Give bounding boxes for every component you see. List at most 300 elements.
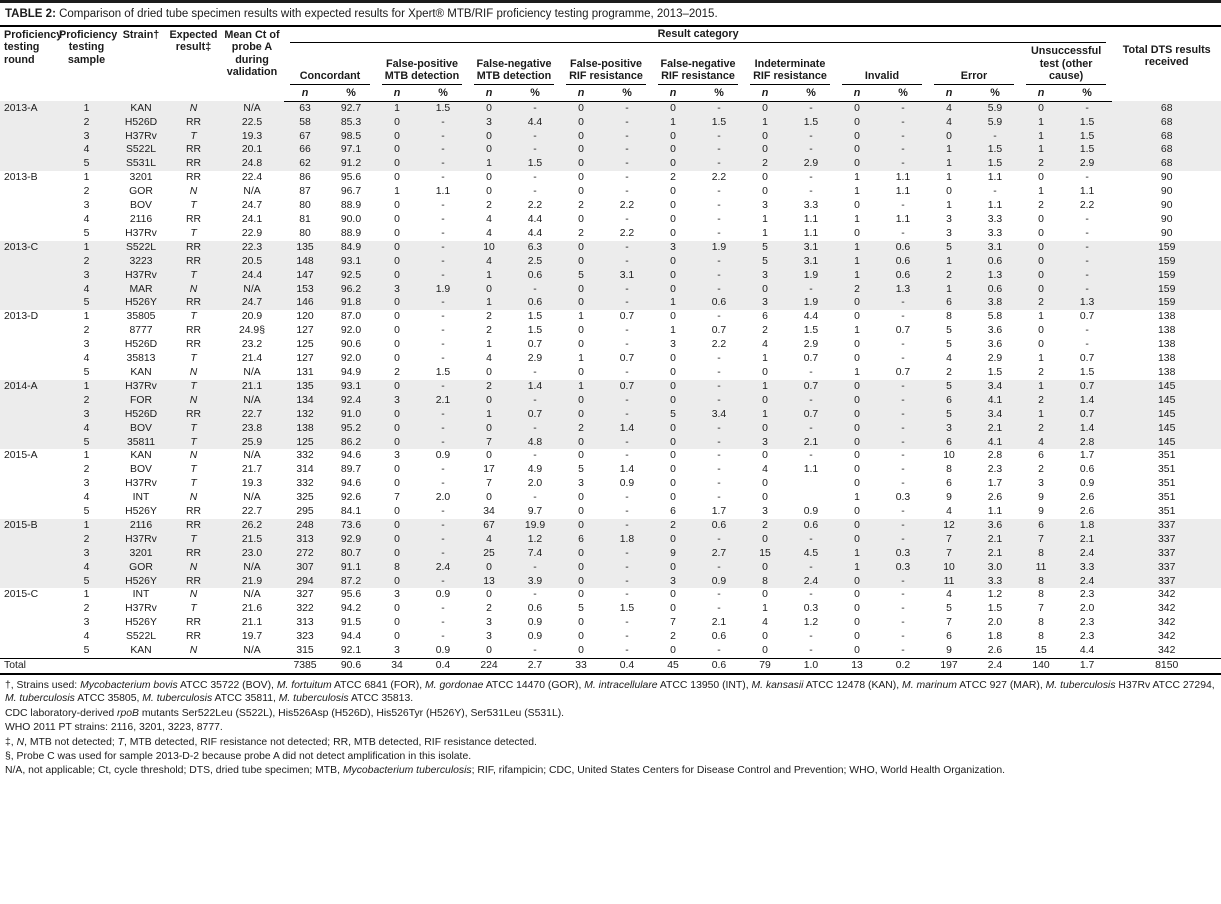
- percent-cell: 88.9: [340, 227, 362, 239]
- percent-cell: -: [878, 436, 928, 450]
- col-header-fn-rif: False-negative RIF resistance: [652, 43, 744, 84]
- percent-cell: -: [441, 506, 445, 518]
- percent-cell: 1.2: [510, 533, 560, 547]
- percent-cell: -: [602, 394, 652, 408]
- count-cell: 0: [854, 200, 860, 212]
- percent-cell: -: [878, 575, 928, 589]
- count-cell: 5: [928, 241, 970, 255]
- percent-cell: -: [809, 645, 813, 657]
- count-cell: 0: [578, 325, 584, 337]
- count-cell: 0: [560, 116, 602, 130]
- count-cell: 2: [928, 269, 970, 283]
- percent-cell: 0.6: [711, 631, 727, 643]
- results-table: [0, 27, 1221, 675]
- count-cell: 0: [670, 464, 676, 476]
- percent-cell: -: [878, 380, 928, 394]
- percent-cell: -: [418, 241, 468, 255]
- count-cell: 0: [560, 547, 602, 561]
- percent-cell: 2.3: [987, 464, 1003, 476]
- percent-cell: -: [1062, 255, 1112, 269]
- percent-cell: 3.3: [987, 214, 1003, 226]
- count-cell: 4: [946, 506, 952, 518]
- percent-cell: 1.5: [1062, 116, 1112, 130]
- percent-cell: -: [809, 589, 813, 601]
- percent-cell: -: [901, 450, 905, 462]
- count-cell: 327: [296, 589, 314, 601]
- percent-cell: 93.1: [326, 255, 376, 269]
- percent-cell: -: [625, 492, 629, 504]
- percent-cell: -: [901, 645, 905, 657]
- percent-cell: 4.1: [970, 436, 1020, 450]
- count-cell: 4: [762, 339, 768, 351]
- strain-cell: H526Y: [125, 506, 157, 518]
- count-cell: 0: [468, 130, 510, 144]
- percent-cell: 4.5: [786, 547, 836, 561]
- percent-cell: 95.2: [326, 422, 376, 436]
- count-cell: 0: [394, 603, 400, 615]
- percent-cell: 1.7: [1062, 659, 1112, 674]
- percent-cell: 9.7: [527, 506, 543, 518]
- percent-cell: 4.4: [1079, 645, 1095, 657]
- count-cell: 1: [836, 241, 878, 255]
- count-cell: 7: [670, 617, 676, 629]
- strain-cell: S522L: [125, 631, 157, 643]
- count-cell: 0: [762, 589, 768, 601]
- count-cell: 125: [284, 436, 326, 450]
- percent-cell: -: [625, 631, 629, 643]
- mean-ct-cell: N/A: [243, 492, 261, 504]
- percent-cell: 1.1: [895, 186, 911, 198]
- mean-ct-cell: 21.9: [220, 575, 284, 589]
- count-cell: 3: [394, 645, 400, 657]
- n-header: n: [836, 85, 878, 102]
- count-cell: 3: [376, 394, 418, 408]
- percent-cell: 1.4: [602, 422, 652, 436]
- sample-cell: 4: [83, 492, 90, 504]
- sample-cell: 4: [58, 561, 115, 575]
- mean-ct-cell: 23.2: [241, 339, 263, 351]
- count-cell: 0: [1038, 214, 1044, 226]
- strain-cell: GOR: [129, 186, 153, 198]
- round-cell: [0, 130, 58, 144]
- percent-cell: 0.7: [895, 366, 911, 378]
- count-cell: 8: [376, 561, 418, 575]
- percent-cell: -: [717, 214, 721, 226]
- count-cell: 0: [560, 575, 602, 589]
- percent-cell: 2.1: [970, 547, 1020, 561]
- sample-cell: 5: [58, 436, 115, 450]
- strain-cell: H37Rv: [125, 478, 157, 490]
- count-cell: 2: [560, 422, 602, 436]
- count-cell: 7: [928, 533, 970, 547]
- count-cell: 0: [560, 408, 602, 422]
- round-cell: [0, 436, 58, 450]
- percent-cell: 2.1: [711, 617, 727, 629]
- count-cell: 314: [296, 464, 314, 476]
- count-cell: 0: [394, 311, 400, 323]
- percent-cell: 0.9: [527, 617, 543, 629]
- mean-ct-cell: 24.4: [220, 269, 284, 283]
- footnotes: [0, 675, 1221, 778]
- percent-cell: 3.4: [694, 408, 744, 422]
- expected-result-cell: N: [167, 283, 220, 297]
- total-dts-cell: 90: [1160, 186, 1173, 198]
- percent-cell: 2.1: [418, 394, 468, 408]
- count-cell: 0: [468, 283, 510, 297]
- count-cell: 4: [486, 214, 492, 226]
- count-cell: 3: [486, 617, 492, 629]
- sample-cell: 1: [83, 589, 90, 601]
- count-cell: 0: [376, 533, 418, 547]
- percent-cell: 84.9: [326, 241, 376, 255]
- count-cell: 6: [762, 311, 768, 323]
- footnote: §, Probe C was used for sample 2013-D-2 because probe A did not detect amplification in this isolate.: [5, 750, 472, 762]
- round-cell: 2014-A: [0, 380, 58, 394]
- total-dts-cell: 145: [1112, 380, 1221, 394]
- expected-result-cell: N: [189, 492, 198, 504]
- count-cell: 127: [296, 353, 314, 365]
- percent-cell: 0.7: [711, 325, 727, 337]
- count-cell: 315: [296, 645, 314, 657]
- count-cell: 0: [486, 172, 492, 184]
- count-cell: 0: [394, 506, 400, 518]
- mean-ct-cell: 20.1: [220, 143, 284, 157]
- total-dts-cell: 337: [1112, 519, 1221, 533]
- percent-cell: -: [694, 101, 744, 115]
- percent-cell: -: [878, 422, 928, 436]
- count-cell: 2: [1038, 464, 1044, 476]
- sample-cell: 5: [83, 645, 90, 657]
- percent-cell: [786, 477, 836, 491]
- count-cell: 147: [284, 269, 326, 283]
- sample-cell: 2: [58, 116, 115, 130]
- percent-cell: -: [901, 353, 905, 365]
- count-cell: 0: [854, 464, 860, 476]
- percent-cell: 0.7: [786, 380, 836, 394]
- total-dts-cell: 351: [1158, 450, 1176, 462]
- count-cell: 0: [376, 547, 418, 561]
- total-dts-cell: 159: [1112, 296, 1221, 310]
- percent-cell: 3.1: [970, 241, 1020, 255]
- table-row: [0, 380, 1221, 394]
- percent-cell: -: [901, 227, 905, 239]
- count-cell: 2: [744, 157, 786, 171]
- round-cell: [0, 227, 58, 241]
- mean-ct-cell: 24.7: [220, 296, 284, 310]
- n-header: n: [744, 85, 786, 102]
- count-cell: 6: [928, 436, 970, 450]
- sample-cell: 3: [58, 547, 115, 561]
- percent-cell: 0.9: [527, 631, 543, 643]
- count-cell: 0: [560, 394, 602, 408]
- count-cell: 140: [1020, 659, 1062, 674]
- percent-cell: 92.0: [340, 353, 362, 365]
- percent-cell: -: [625, 325, 629, 337]
- strain-cell: BOV: [130, 464, 152, 476]
- count-cell: 1: [854, 172, 860, 184]
- total-dts-cell: 90: [1160, 172, 1173, 184]
- count-cell: 2: [670, 631, 676, 643]
- count-cell: 0: [854, 631, 860, 643]
- total-dts-cell: 68: [1112, 101, 1221, 115]
- percent-cell: 92.4: [326, 394, 376, 408]
- count-cell: 1: [1020, 408, 1062, 422]
- expected-result-cell: RR: [185, 617, 201, 629]
- expected-result-cell: RR: [167, 116, 220, 130]
- percent-cell: -: [878, 143, 928, 157]
- table-row: [0, 324, 1221, 338]
- count-cell: 0: [560, 130, 602, 144]
- count-cell: 0: [762, 492, 768, 504]
- count-cell: 4: [946, 353, 952, 365]
- sample-cell: 2: [58, 255, 115, 269]
- round-cell: [0, 422, 58, 436]
- expected-result-cell: RR: [167, 143, 220, 157]
- percent-cell: 92.7: [326, 101, 376, 115]
- total-dts-cell: 342: [1158, 645, 1176, 657]
- count-cell: 0: [560, 283, 602, 297]
- count-cell: 1: [762, 603, 768, 615]
- percent-cell: 94.4: [340, 631, 362, 643]
- count-cell: 6: [946, 478, 952, 490]
- total-dts-cell: 342: [1158, 589, 1176, 601]
- percent-cell: 2.5: [510, 255, 560, 269]
- count-cell: 0: [854, 339, 860, 351]
- percent-cell: -: [602, 157, 652, 171]
- count-cell: 0: [560, 143, 602, 157]
- col-header-fp-rif: False-positive RIF resistance: [560, 43, 652, 84]
- percent-cell: 0.6: [694, 659, 744, 674]
- expected-result-cell: RR: [167, 408, 220, 422]
- percent-cell: -: [1085, 339, 1089, 351]
- count-cell: 0: [670, 311, 676, 323]
- count-cell: 0: [836, 296, 878, 310]
- count-cell: 135: [284, 241, 326, 255]
- strain-cell: 2116: [115, 519, 167, 533]
- strain-cell: MAR: [115, 283, 167, 297]
- percent-cell: -: [786, 143, 836, 157]
- percent-cell: 97.1: [326, 143, 376, 157]
- percent-cell: 2.1: [970, 533, 1020, 547]
- percent-cell: 93.1: [326, 380, 376, 394]
- expected-result-cell: N: [189, 366, 198, 378]
- table-row: [0, 366, 1221, 380]
- mean-ct-cell: 21.1: [241, 617, 263, 629]
- count-cell: 0: [376, 116, 418, 130]
- table-row: [0, 352, 1221, 366]
- percent-cell: 92.9: [326, 533, 376, 547]
- percent-cell: -: [694, 422, 744, 436]
- count-cell: 3: [744, 436, 786, 450]
- count-cell: 0: [744, 561, 786, 575]
- percent-cell: 1.5: [803, 325, 819, 337]
- percent-cell: 1.5: [418, 101, 468, 115]
- mean-ct-cell: 26.2: [220, 519, 284, 533]
- count-cell: 0: [560, 241, 602, 255]
- count-cell: 0: [652, 130, 694, 144]
- percent-cell: -: [717, 353, 721, 365]
- count-cell: 0: [560, 436, 602, 450]
- percent-cell: 1.5: [970, 143, 1020, 157]
- round-cell: 2013-B: [4, 172, 38, 184]
- count-cell: 80: [299, 200, 311, 212]
- count-cell: 1: [928, 283, 970, 297]
- percent-cell: 0.9: [619, 478, 635, 490]
- count-cell: 5: [928, 380, 970, 394]
- percent-cell: 88.9: [340, 200, 362, 212]
- pct-header: %: [786, 85, 836, 102]
- strain-cell: 35805: [126, 311, 156, 323]
- count-cell: 63: [284, 101, 326, 115]
- percent-cell: 87.2: [326, 575, 376, 589]
- count-cell: 2: [486, 311, 492, 323]
- mean-ct-cell: 22.5: [220, 116, 284, 130]
- table-row: [0, 157, 1221, 171]
- count-cell: 4: [762, 464, 768, 476]
- percent-cell: -: [602, 255, 652, 269]
- percent-cell: 94.6: [340, 450, 362, 462]
- sample-cell: 5: [58, 575, 115, 589]
- count-cell: 1: [836, 269, 878, 283]
- count-cell: 1: [854, 214, 860, 226]
- percent-cell: 2.4: [786, 575, 836, 589]
- count-cell: 1: [1038, 186, 1044, 198]
- percent-cell: 0.6: [527, 603, 543, 615]
- count-cell: 0: [394, 172, 400, 184]
- count-cell: 3: [946, 214, 952, 226]
- count-cell: 67: [468, 519, 510, 533]
- count-cell: 7385: [284, 659, 326, 674]
- table-row: [0, 255, 1221, 269]
- percent-cell: 2.0: [435, 492, 451, 504]
- percent-cell: -: [602, 241, 652, 255]
- total-row: [0, 659, 1221, 674]
- count-cell: 224: [468, 659, 510, 674]
- count-cell: 7: [468, 436, 510, 450]
- footnote: CDC laboratory-derived rpoB mutants Ser522Leu (S522L), His526Asp (H526D), His526Tyr (H526Y), Ser531Leu (S531L).: [5, 707, 565, 719]
- percent-cell: -: [786, 130, 836, 144]
- count-cell: 135: [284, 380, 326, 394]
- col-header-concordant: Concordant: [284, 43, 376, 84]
- round-cell: [0, 602, 58, 616]
- count-cell: 0: [762, 478, 768, 490]
- count-cell: 1: [744, 116, 786, 130]
- strain-cell: 35813: [126, 353, 156, 365]
- percent-cell: 1.1: [895, 214, 911, 226]
- count-cell: 8: [946, 311, 952, 323]
- round-cell: [0, 463, 58, 477]
- total-label-cell: Total: [0, 659, 220, 674]
- count-cell: 2: [946, 366, 952, 378]
- round-cell: 2015-C: [4, 589, 39, 601]
- count-cell: 4: [1020, 436, 1062, 450]
- col-header-mean-ct: Mean Ct of probe A during validation: [224, 29, 280, 78]
- expected-result-cell: RR: [185, 325, 201, 337]
- count-cell: 0: [1038, 325, 1044, 337]
- percent-cell: -: [602, 283, 652, 297]
- count-cell: 3: [376, 283, 418, 297]
- sample-cell: 5: [83, 227, 90, 239]
- sample-cell: 4: [58, 283, 115, 297]
- percent-cell: 1.3: [970, 269, 1020, 283]
- sample-cell: 3: [58, 408, 115, 422]
- table-row: [0, 296, 1221, 310]
- percent-cell: 0.9: [435, 450, 451, 462]
- expected-result-cell: N: [167, 394, 220, 408]
- percent-cell: -: [901, 603, 905, 615]
- count-cell: 5: [946, 603, 952, 615]
- percent-cell: -: [717, 478, 721, 490]
- percent-cell: -: [878, 519, 928, 533]
- percent-cell: 2.6: [987, 645, 1003, 657]
- percent-cell: -: [441, 172, 445, 184]
- count-cell: 3: [468, 116, 510, 130]
- percent-cell: 92.1: [340, 645, 362, 657]
- col-header-result-category: [284, 27, 1112, 43]
- count-cell: 3: [394, 589, 400, 601]
- percent-cell: -: [418, 575, 468, 589]
- table-row: [0, 116, 1221, 130]
- count-cell: 0: [762, 631, 768, 643]
- count-cell: 0: [836, 575, 878, 589]
- count-cell: 5: [928, 408, 970, 422]
- percent-cell: -: [625, 506, 629, 518]
- count-cell: 3: [394, 450, 400, 462]
- percent-cell: [786, 491, 836, 505]
- percent-cell: 2.3: [1079, 589, 1095, 601]
- sample-cell: 2: [83, 603, 90, 615]
- count-cell: 4: [946, 589, 952, 601]
- percent-cell: -: [625, 617, 629, 629]
- count-cell: 1: [468, 269, 510, 283]
- count-cell: 1: [762, 227, 768, 239]
- count-cell: 2: [1020, 296, 1062, 310]
- expected-result-cell: T: [167, 130, 220, 144]
- percent-cell: -: [510, 561, 560, 575]
- percent-cell: 3.1: [786, 255, 836, 269]
- percent-cell: -: [441, 200, 445, 212]
- percent-cell: -: [993, 186, 997, 198]
- total-dts-cell: 68: [1112, 130, 1221, 144]
- total-dts-cell: 138: [1158, 325, 1176, 337]
- percent-cell: -: [1062, 101, 1112, 115]
- count-cell: 1: [1020, 380, 1062, 394]
- count-cell: 2: [486, 200, 492, 212]
- percent-cell: 3.1: [602, 269, 652, 283]
- percent-cell: 1.7: [987, 478, 1003, 490]
- count-cell: 9: [1038, 492, 1044, 504]
- total-dts-cell: 138: [1158, 339, 1176, 351]
- percent-cell: -: [717, 227, 721, 239]
- table-row: [0, 143, 1221, 157]
- table-row: [0, 436, 1221, 450]
- percent-cell: -: [625, 172, 629, 184]
- sample-cell: 1: [83, 450, 90, 462]
- count-cell: 7: [946, 617, 952, 629]
- count-cell: 0: [652, 101, 694, 115]
- count-cell: 0: [836, 116, 878, 130]
- footnote: ‡, N, MTB not detected; T, MTB detected, RIF resistance not detected; RR, MTB detected, RIF resistance detected.: [5, 736, 537, 748]
- count-cell: 3: [652, 241, 694, 255]
- percent-cell: -: [418, 436, 468, 450]
- count-cell: 0: [578, 645, 584, 657]
- count-cell: 0: [854, 506, 860, 518]
- count-cell: 1: [836, 547, 878, 561]
- count-cell: 0: [486, 589, 492, 601]
- count-cell: 9: [946, 645, 952, 657]
- percent-cell: 91.2: [326, 157, 376, 171]
- expected-result-cell: RR: [167, 296, 220, 310]
